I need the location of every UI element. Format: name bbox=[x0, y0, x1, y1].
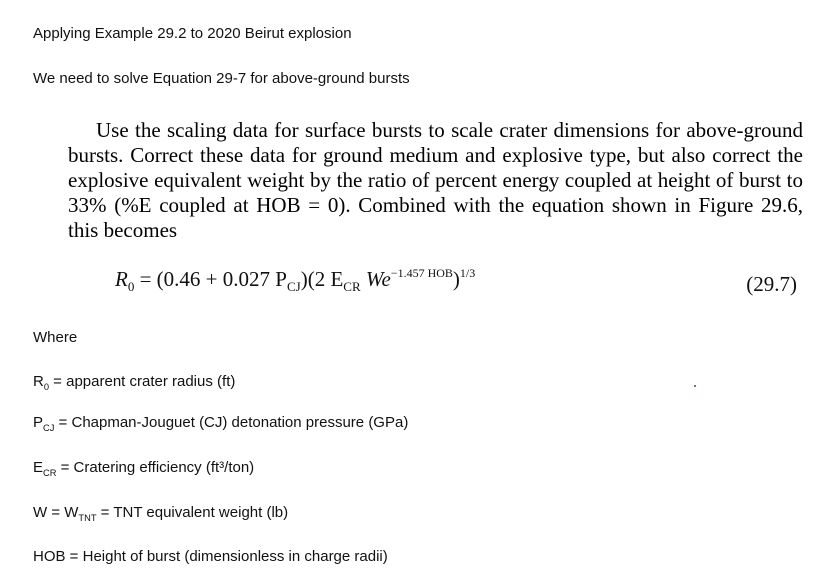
definition-text: = TNT equivalent weight (lb) bbox=[96, 504, 289, 521]
definition-symbol: R bbox=[33, 373, 44, 390]
definition-subscript: CR bbox=[43, 468, 57, 478]
definition-symbol: E bbox=[33, 459, 44, 476]
eq-pcj-sub: CJ bbox=[286, 279, 301, 295]
eq-part2: )(2 E bbox=[300, 267, 344, 291]
eq-ecr-sub: CR bbox=[343, 279, 361, 295]
definition-subscript: CJ bbox=[43, 423, 55, 433]
definition-text: = apparent crater radius (ft) bbox=[49, 373, 236, 390]
definition-text: = Cratering efficiency (ft³/ton) bbox=[56, 459, 255, 476]
heading-example: Applying Example 29.2 to 2020 Beirut explosion bbox=[33, 25, 352, 42]
eq-lhs: R bbox=[115, 267, 128, 291]
stray-dot bbox=[694, 385, 696, 387]
quoted-excerpt bbox=[68, 118, 803, 243]
equation-29-7 bbox=[115, 266, 475, 295]
eq-exponent: −1.457 HOB bbox=[390, 266, 453, 280]
heading-solve: We need to solve Equation 29-7 for above-ground bursts bbox=[33, 70, 410, 87]
eq-part1: = (0.46 + 0.027 P bbox=[134, 267, 287, 291]
where-label: Where bbox=[33, 329, 78, 346]
eq-part4: ) bbox=[452, 267, 460, 291]
quote-paragraph: Use the scaling data for surface bursts to scale crater dimensions for above-ground bursts. Correct these data for ground medium and explosive type, but also correct the explosive equivalent weight by the ratio of percent energy coupled at height of burst to 33% (%E coupled at HOB = 0). Combined with the equation shown in Figure 29.6, this becomes bbox=[68, 118, 803, 242]
definition-symbol: P bbox=[33, 414, 44, 431]
eq-outer-exp: 1/3 bbox=[459, 266, 476, 280]
eq-part3: We bbox=[360, 267, 391, 291]
definition-item bbox=[33, 414, 408, 433]
definition-subscript: TNT bbox=[78, 513, 97, 523]
equation-number: (29.7) bbox=[746, 272, 797, 296]
definition-symbol: W = W bbox=[33, 504, 79, 521]
definition-item bbox=[33, 504, 288, 523]
definition-subscript: 0 bbox=[43, 382, 50, 392]
definition-item bbox=[33, 548, 388, 565]
definition-text: = Chapman-Jouguet (CJ) detonation pressure (GPa) bbox=[54, 414, 409, 431]
definition-item bbox=[33, 373, 235, 392]
definition-item bbox=[33, 459, 254, 478]
eq-lhs-sub: 0 bbox=[127, 279, 135, 295]
definition-symbol: HOB bbox=[33, 548, 66, 565]
definition-text: = Height of burst (dimensionless in charge radii) bbox=[65, 548, 388, 565]
